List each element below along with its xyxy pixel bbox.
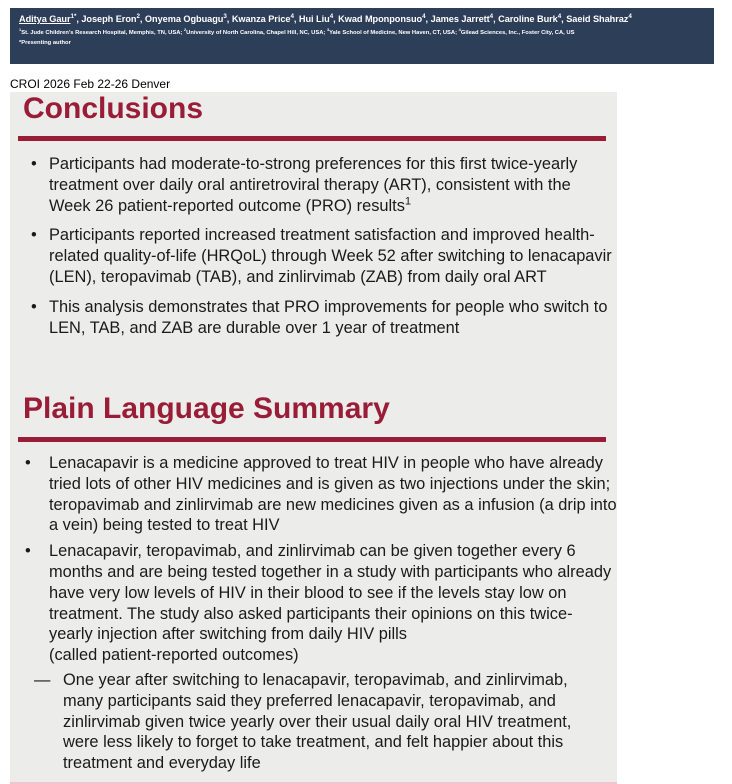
affiliation-text: Yale School of Medicine, New Haven, CT, USA;	[329, 30, 459, 36]
conclusions-heading-rule	[18, 136, 606, 141]
bullet-icon: •	[31, 226, 37, 245]
plain-language-list	[10, 453, 617, 774]
affiliation-marker: 1	[19, 27, 22, 33]
author-name: Kwad Mponponsuo	[338, 14, 423, 24]
author-affiliation-marker: 4	[422, 12, 426, 20]
author-list: Aditya Gaur$^{1*}$, Joseph Eron$^2$, Onyema Ogbuagu$^3$, Kwanza Price$^4$, Hui Liu$^4$, Kwad Mponponsuo$^4$, James Jarrett$^4$, Caroline Burk$^4$, Saeid Shahraz$^4$	[19, 12, 632, 24]
list-item	[10, 225, 617, 287]
affiliation-text: St. Jude Children's Research Hospital, Memphis, TN, USA;	[21, 30, 184, 36]
conclusions-list	[10, 154, 617, 338]
conclusions-heading: Conclusions	[23, 92, 204, 125]
author-affiliation-marker: 4	[489, 12, 494, 20]
affiliation-list	[19, 28, 705, 38]
bullet-icon: •	[25, 454, 31, 472]
bullet-text: Participants had moderate-to-strong preferences for this first twice-yearly treatment over daily oral antiretroviral therapy (ART), consistent with the Week 26 patient-reported outcome (PRO) results	[49, 155, 578, 215]
author-banner	[10, 8, 714, 64]
author-name: James Jarrett	[430, 14, 490, 24]
bullet-text-continuation: (called patient-reported outcomes)	[49, 646, 299, 665]
bullet-text: Lenacapavir, teropavimab, and zinlirvimab can be given together every 6 months and are being tested together in a study with participants who already have very low levels of HIV in their blood to see if the levels stay low on treatment. The study also asked participants their opinions on this twice-yearly injection after switching from daily HIV pills	[49, 542, 612, 644]
affiliation-marker: 2	[183, 27, 187, 33]
author-affiliation-marker: 4	[329, 12, 334, 20]
list-item	[10, 154, 617, 216]
bullet-text: Lenacapavir is a medicine approved to treat HIV in people who have already tried lots of other HIV medicines and is given as two injections under the skin; teropavimab and zinlirvimab are new medicines given as a infusion (a drip into a vein) being tested to treat HIV	[49, 454, 617, 535]
author-affiliation-marker: 3	[223, 12, 227, 20]
author-name: Kwanza Price	[231, 14, 291, 24]
author-name: Aditya Gaur	[19, 14, 71, 24]
bullet-icon: •	[31, 297, 37, 316]
author-affiliation-marker: 4	[628, 12, 632, 20]
affiliation-text: Gilead Sciences, Inc., Foster City, CA, US	[460, 30, 575, 36]
affiliation-marker: 3	[326, 27, 330, 33]
bullet-icon: •	[31, 155, 37, 173]
author-affiliation-marker: 4	[290, 12, 294, 20]
author-name: Saeid Shahraz	[566, 14, 629, 24]
bullet-text: Participants reported increased treatment satisfaction and improved health-related quality-of-life (HRQoL) through Week 52 after switching to lenacapavir (LEN), teropavimab (TAB), and zinlirvimab (ZAB) from daily oral ART	[49, 226, 612, 286]
author-affiliation-marker: 2	[136, 12, 140, 20]
list-item	[10, 453, 617, 536]
plain-language-heading: Plain Language Summary	[23, 392, 390, 425]
bullet-text: This analysis demonstrates that PRO improvements for people who switch to LEN, TAB, and ZAB are durable over 1 year of treatment	[49, 297, 608, 337]
reference-marker: 1	[404, 195, 412, 208]
affiliation-marker: 4	[458, 27, 461, 33]
sub-bullet-text: One year after switching to lenacapavir, teropavimab, and zinlirvimab, many participants said they preferred lenacapavir, teropavimab, and zinlirvimab given twice yearly over their usual daily oral HIV treatment, were less likely to forget to take treatment, and felt happier about this treatment and everyday life	[63, 670, 572, 773]
sub-list-item	[10, 670, 617, 774]
author-name: Hui Liu	[298, 14, 330, 24]
presenting-author-note: *Presenting author	[19, 40, 71, 46]
conclusions-panel	[10, 92, 617, 784]
list-item	[10, 541, 617, 666]
bullet-icon: •	[25, 542, 31, 561]
affiliation-text: University of North Carolina, Chapel Hill, NC, USA;	[186, 30, 327, 36]
author-name: Joseph Eron	[81, 14, 137, 24]
list-item	[10, 297, 617, 339]
conference-label: CROI 2026 Feb 22-26 Denver	[10, 77, 171, 91]
author-affiliation-marker: 4	[557, 12, 562, 20]
author-affiliation-marker: 1*	[70, 12, 77, 20]
author-name: Onyema Ogbuagu	[144, 14, 224, 24]
plain-language-heading-rule	[18, 437, 606, 442]
author-name: Caroline Burk	[498, 14, 558, 24]
dash-icon: —	[34, 670, 51, 689]
